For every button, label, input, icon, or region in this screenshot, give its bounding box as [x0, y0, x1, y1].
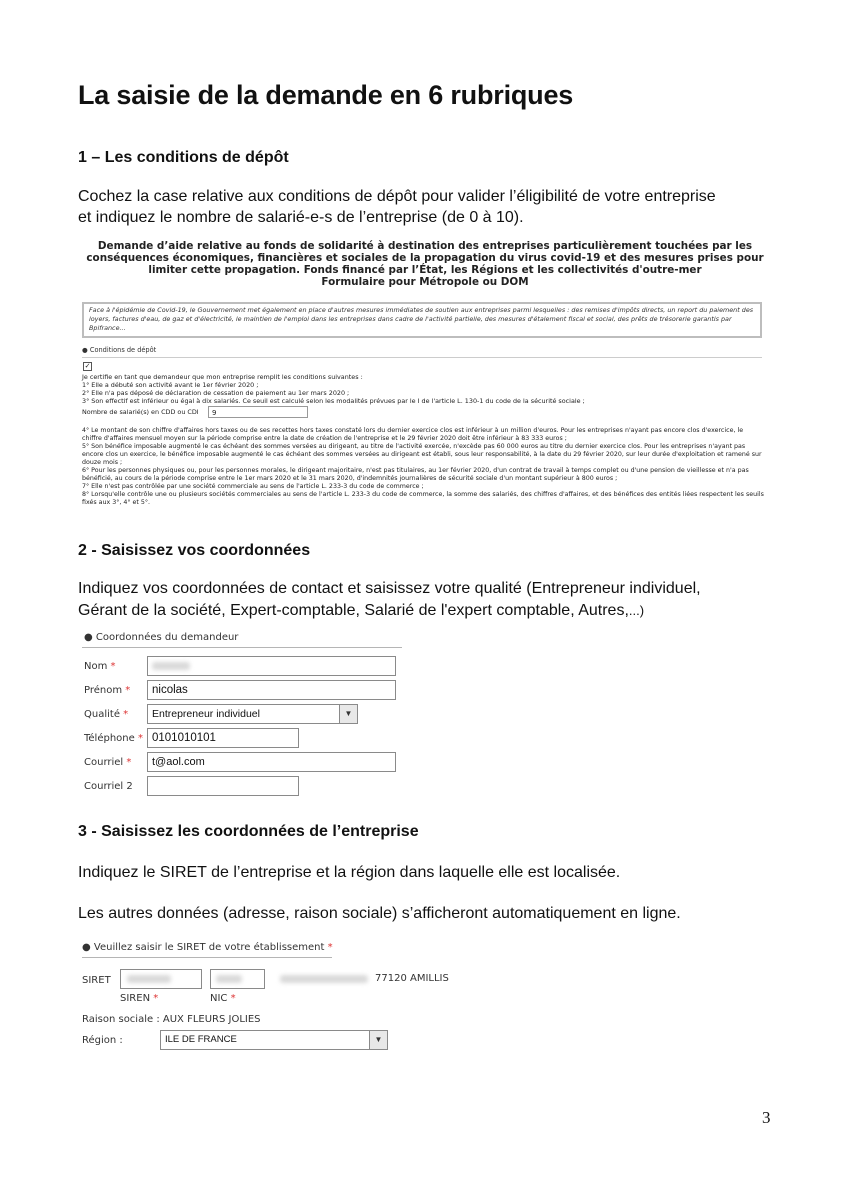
nom-label-text: Nom [84, 661, 108, 672]
section1-paragraph-line2: et indiquez le nombre de salarié-e-s de l’entreprise (de 0 à 10). [78, 209, 524, 226]
raison-value: AUX FLEURS JOLIES [162, 1014, 261, 1025]
address-city: 77120 AMILLIS [375, 973, 449, 984]
applicant-section-title [84, 632, 238, 643]
form-title-line: limiter cette propagation. Fonds financé par l’État, les Régions et les collectivités d'outre-mer [148, 264, 702, 276]
required-mark: * [110, 661, 116, 672]
intro-notice: Face à l'épidémie de Covid-19, le Gouvernement met également en place d'autres mesures immédiates de soutien aux entreprises parmi lesquelles : des remises d'impôts directs, un report du paiement des loyers, factures d'eau, de gaz et d'électricité, le maintien de l'emploi dans les entreprises dans cadre de l'activité partielle, des mesures d'étalement fiscal et social, des prêts de trésorerie garantis par Bpifrance... [82, 302, 762, 338]
chevron-down-icon[interactable]: ▼ [369, 1031, 387, 1049]
courriel-label [84, 757, 131, 768]
qualite-selected-value: Entrepreneur individuel [152, 708, 260, 720]
conditions-heading [82, 346, 156, 354]
required-mark: * [137, 733, 143, 744]
required-mark: * [126, 757, 132, 768]
redacted-name [152, 662, 190, 670]
form-title [80, 240, 770, 288]
certify-text: Je certifie en tant que demandeur que mon entreprise remplit les conditions suivantes : [82, 373, 363, 381]
required-mark: * [327, 942, 333, 953]
redacted-address [280, 975, 368, 983]
section2-paragraph-tail: ...) [628, 603, 645, 618]
section-underline [82, 957, 332, 958]
required-mark: * [153, 993, 159, 1004]
siren-input[interactable] [120, 969, 202, 989]
nom-label [84, 661, 116, 672]
bullet-icon: ● [84, 632, 96, 643]
section2-paragraph-line2 [78, 600, 644, 621]
condition-3: 3° Son effectif est inférieur ou égal à dix salariés. Ce seuil est calculé selon les modalités prévues par le I de l'article L. 130-1 du code de la sécurité sociale ; [82, 397, 585, 405]
section3-heading: 3 - Saisissez les coordonnées de l’entreprise [78, 823, 419, 840]
nic-caption-text: NIC [210, 993, 228, 1004]
section3-paragraph2: Les autres données (adresse, raison sociale) s’afficheront automatiquement en ligne. [78, 905, 681, 922]
telephone-label [84, 733, 143, 744]
section2-paragraph-line1: Indiquez vos coordonnées de contact et saisissez votre qualité (Entrepreneur individuel, [78, 580, 701, 597]
required-mark: * [125, 685, 131, 696]
siret-label: SIRET [82, 975, 111, 986]
form-title-line: Demande d’aide relative au fonds de solidarité à destination des entreprises particulièrement touchées par les [97, 240, 753, 252]
telephone-input[interactable]: 0101010101 [147, 728, 299, 748]
redacted-nic [216, 975, 242, 983]
condition-5: 5° Son bénéfice imposable augmenté le cas échéant des sommes versées au dirigeant, au titre de l'activité exercée, n'excède pas 60 000 euros au titre du dernier exercice clos. Pour les entreprises n'ayant pas encore clos un exercice, le bénéfice imposable augmenté le cas échéant des sommes versées au dirigeant est établi, sous leur responsabilité, à la date du 29 février 2020, sur leur durée d'exploitation et ramené sur douze mois ; [82, 443, 762, 466]
section1-paragraph-line1: Cochez la case relative aux conditions de dépôt pour valider l’éligibilité de votre entreprise [78, 188, 716, 205]
telephone-label-text: Téléphone [84, 733, 135, 744]
required-mark: * [230, 993, 236, 1004]
conditions-form-screenshot [80, 240, 770, 520]
conditions-checkbox[interactable]: ✓ [84, 362, 91, 370]
raison-label: Raison sociale : [82, 1014, 160, 1025]
courriel2-input[interactable] [147, 776, 299, 796]
employees-input[interactable]: 9 [208, 406, 308, 418]
courriel-label-text: Courriel [84, 757, 124, 768]
section3-paragraph1: Indiquez le SIRET de l’entreprise et la région dans laquelle elle est localisée. [78, 864, 621, 881]
divider [82, 357, 762, 358]
bullet-icon: ● [82, 346, 90, 354]
siren-caption [120, 993, 158, 1004]
region-selected-value: ILE DE FRANCE [165, 1034, 237, 1045]
courriel-input[interactable]: t@aol.com [147, 752, 396, 772]
condition-1: 1° Elle a débuté son activité avant le 1er février 2020 ; [82, 381, 259, 389]
chevron-down-icon[interactable]: ▼ [339, 705, 357, 723]
section2-paragraph-text: Gérant de la société, Expert-comptable, Salarié de l'expert comptable, Autres, [78, 602, 629, 619]
condition-8: 8° Lorsqu'elle contrôle une ou plusieurs sociétés commerciales au sens de l'article L. 233-3 du code de commerce, la somme des salariés, des chiffres d'affaires, et des bénéfices des entités liées respectent les seuils fixés aux 3°, 4° et 5°. [82, 491, 764, 506]
nom-input[interactable] [147, 656, 396, 676]
required-mark: * [123, 709, 129, 720]
siret-section-title [82, 942, 333, 953]
applicant-section-label: Coordonnées du demandeur [95, 632, 239, 643]
region-label: Région : [82, 1035, 123, 1046]
form-title-line: conséquences économiques, financières et sociales de la propagation du virus covid-19 et des mesures prises pour [86, 252, 764, 264]
qualite-select[interactable] [147, 704, 358, 724]
employees-label: Nombre de salarié(s) en CDD ou CDI [82, 408, 199, 416]
nic-input[interactable] [210, 969, 265, 989]
condition-7: 7° Elle n'est pas contrôlée par une société commerciale au sens de l'article L. 233-3 du code de commerce ; [82, 483, 424, 490]
section2-heading: 2 - Saisissez vos coordonnées [78, 542, 311, 559]
redacted-siren [127, 975, 171, 983]
applicant-form [80, 630, 410, 800]
siren-caption-text: SIREN [120, 993, 151, 1004]
region-select[interactable] [160, 1030, 388, 1050]
page-number: 3 [762, 1108, 771, 1127]
prenom-label [84, 685, 130, 696]
section1-heading: 1 – Les conditions de dépôt [78, 149, 289, 166]
raison-sociale [82, 1014, 261, 1025]
siret-form [80, 942, 460, 1057]
qualite-label-text: Qualité [84, 709, 120, 720]
nic-caption [210, 993, 236, 1004]
bullet-icon: ● [82, 942, 94, 953]
siret-section-label: Veuillez saisir le SIRET de votre établissement [93, 942, 325, 953]
condition-4: 4° Le montant de son chiffre d'affaires hors taxes ou de ses recettes hors taxes constaté lors du dernier exercice clos est inférieur à un million d'euros. Pour les entreprises n'ayant pas encore clos d'exercice, le chiffre d'affaires mensuel moyen sur la période comprise entre la date de création de l'entreprise et le 29 février 2020 doit être inférieur à 83 333 euros ; [82, 427, 744, 442]
page-title: La saisie de la demande en 6 rubriques [78, 80, 574, 110]
condition-2: 2° Elle n'a pas déposé de déclaration de cessation de paiement au 1er mars 2020 ; [82, 389, 350, 397]
condition-6: 6° Pour les personnes physiques ou, pour les personnes morales, le dirigeant majoritaire, n'est pas titulaires, au 1er février 2020, d'un contrat de travail à temps complet ou d'une pension de vieillesse et n'a pas bénéficié, au cours de la période comprise entre le 1er mars 2020 et le 31 mars 2020, d'indemnités journalières de sécurité sociale d'un montant supérieur à 800 euros ; [82, 467, 749, 482]
courriel2-label: Courriel 2 [84, 781, 133, 792]
qualite-label [84, 709, 128, 720]
conditions-list [82, 427, 764, 507]
prenom-input[interactable]: nicolas [147, 680, 396, 700]
form-title-line: Formulaire pour Métropole ou DOM [321, 276, 529, 288]
conditions-heading-label: Conditions de dépôt [89, 346, 157, 354]
prenom-label-text: Prénom [84, 685, 123, 696]
section-underline [82, 647, 402, 648]
